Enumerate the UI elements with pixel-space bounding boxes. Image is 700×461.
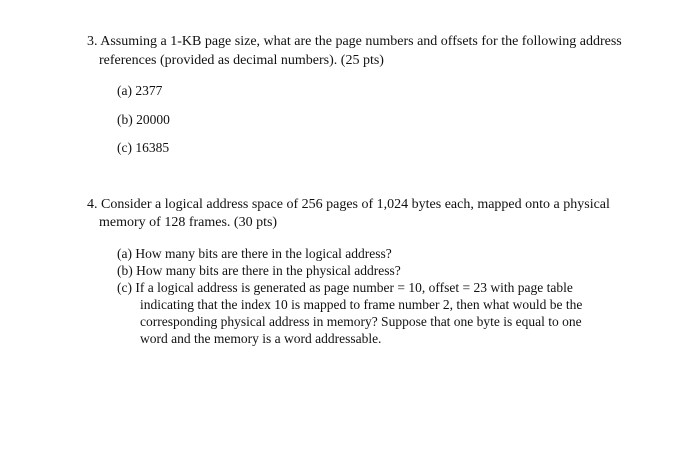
question-4-heading-line-1: 4. Consider a logical address space of 256 pages of 1,024 bytes each, mapped onto a physical [87, 197, 610, 212]
question-3-item-b: (b) 20000 [117, 112, 170, 127]
question-4-heading-line-2: memory of 128 frames. (30 pts) [99, 215, 278, 230]
question-4-item-b: (b) How many bits are there in the physical address? [117, 263, 401, 278]
question-4-item-c-line-2: indicating that the index 10 is mapped to frame number 2, then what would be the [140, 297, 583, 312]
question-4-item-c-line-4: word and the memory is a word addressable. [140, 331, 382, 346]
question-4-item-c: (c) If a logical address is generated as page number = 10, offset = 23 with page table [117, 280, 573, 295]
question-3-heading-line-2: references (provided as decimal numbers). (25 pts) [99, 53, 384, 68]
question-3-item-c: (c) 16385 [117, 140, 170, 155]
question-4-item-c-line-3: corresponding physical address in memory? Suppose that one byte is equal to one [140, 314, 582, 329]
question-3-heading-line-1: 3. Assuming a 1-KB page size, what are the page numbers and offsets for the following address [87, 34, 622, 49]
question-3-item-a: (a) 2377 [117, 83, 163, 98]
question-4-item-a: (a) How many bits are there in the logical address? [117, 246, 392, 261]
